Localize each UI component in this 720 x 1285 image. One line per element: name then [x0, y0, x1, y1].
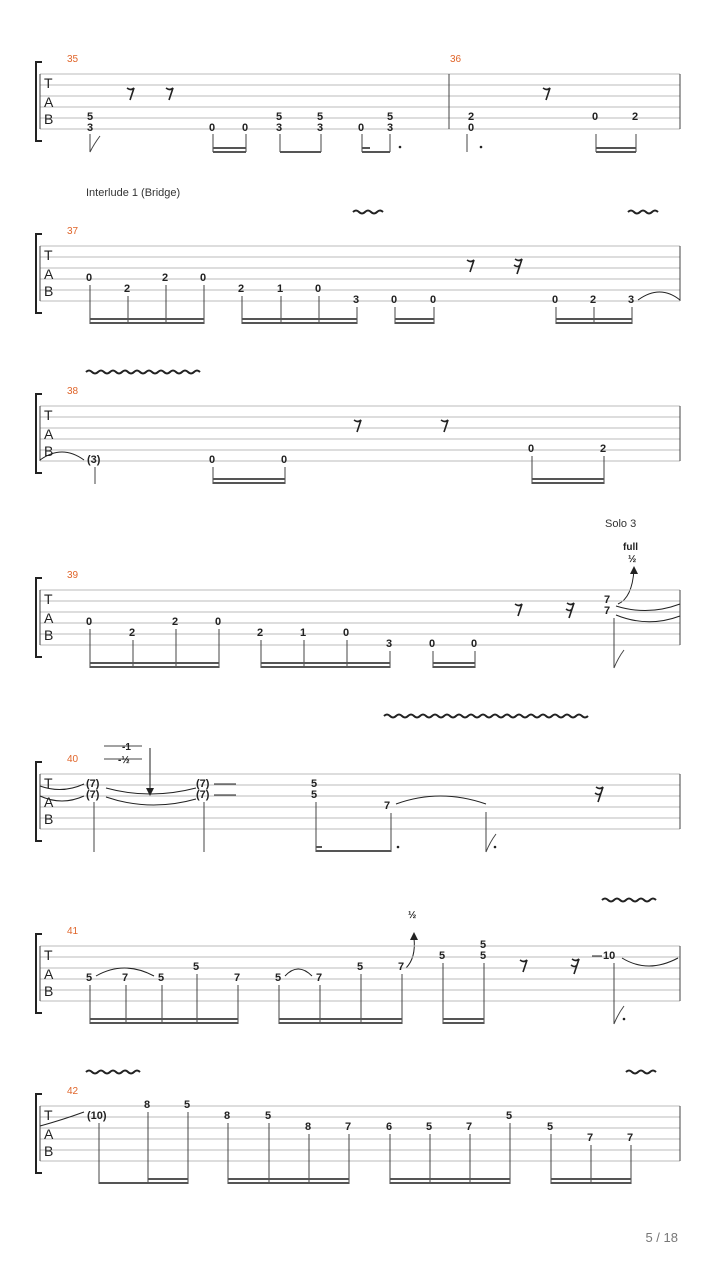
svg-text:(10): (10)	[87, 1110, 107, 1122]
page-number: 5 / 18	[645, 1230, 678, 1245]
svg-text:7: 7	[122, 972, 129, 984]
svg-text:0: 0	[200, 272, 207, 284]
svg-text:7: 7	[234, 972, 241, 984]
measure-number-35: 35	[67, 54, 79, 65]
svg-text:0: 0	[391, 294, 398, 306]
section-label: Interlude 1 (Bridge)	[86, 187, 181, 199]
svg-text:(7): (7)	[196, 778, 210, 790]
measure-number-37: 37	[67, 226, 79, 237]
eighth-rest	[166, 88, 173, 100]
svg-text:2: 2	[468, 111, 475, 123]
svg-text:3: 3	[386, 638, 393, 650]
svg-text:1: 1	[300, 627, 307, 639]
svg-text:3: 3	[87, 122, 94, 134]
eighth-rest	[515, 604, 522, 616]
svg-text:8: 8	[144, 1099, 151, 1111]
svg-text:3: 3	[628, 294, 635, 306]
svg-text:A: A	[44, 426, 54, 442]
stems-and-beams	[90, 134, 636, 153]
measure-number-38: 38	[67, 386, 79, 397]
system-3	[36, 371, 680, 485]
bend-amount: ½	[408, 910, 417, 921]
svg-text:B: B	[44, 983, 54, 999]
svg-text:B: B	[44, 283, 54, 299]
svg-text:10: 10	[603, 950, 616, 962]
svg-text:(7): (7)	[86, 789, 100, 801]
sixteenth-rest	[514, 259, 522, 274]
svg-text:B: B	[44, 627, 54, 643]
svg-text:2: 2	[172, 616, 179, 628]
svg-text:0: 0	[468, 122, 475, 134]
measure-number-36: 36	[450, 54, 462, 65]
svg-text:(3): (3)	[87, 454, 101, 466]
eighth-rest	[127, 88, 134, 100]
svg-text:7: 7	[384, 800, 391, 812]
svg-text:5: 5	[311, 778, 318, 790]
svg-text:7: 7	[587, 1132, 594, 1144]
svg-text:5: 5	[480, 939, 487, 951]
svg-text:0: 0	[315, 283, 322, 295]
svg-text:3: 3	[276, 122, 283, 134]
svg-text:B: B	[44, 811, 54, 827]
svg-text:3: 3	[317, 122, 324, 134]
vibrato-mark	[353, 211, 383, 214]
svg-text:T: T	[44, 1107, 53, 1123]
svg-text:8: 8	[305, 1121, 312, 1133]
svg-text:5: 5	[265, 1110, 272, 1122]
svg-text:1: 1	[277, 283, 284, 295]
sixteenth-rest	[566, 603, 574, 618]
system-1	[36, 54, 680, 153]
svg-text:5: 5	[480, 950, 487, 962]
system-7	[36, 1071, 680, 1185]
svg-text:0: 0	[592, 111, 599, 123]
eighth-rest	[543, 88, 550, 100]
stems-and-beams	[90, 285, 635, 324]
svg-text:5: 5	[506, 1110, 513, 1122]
vibrato-mark	[626, 1071, 656, 1074]
svg-text:0: 0	[358, 122, 365, 134]
svg-text:B: B	[44, 1143, 54, 1159]
bend-amount: -1	[122, 742, 131, 753]
sixteenth-rest	[571, 959, 579, 974]
svg-text:0: 0	[209, 122, 216, 134]
svg-text:T: T	[44, 775, 53, 791]
fret-numbers	[87, 111, 638, 134]
svg-text:0: 0	[215, 616, 222, 628]
svg-text:0: 0	[552, 294, 559, 306]
svg-text:2: 2	[124, 283, 131, 295]
tab-label-t: T	[44, 75, 53, 91]
system-2	[36, 187, 680, 324]
bend-amount: ½	[628, 554, 637, 565]
svg-text:0: 0	[209, 454, 216, 466]
svg-text:2: 2	[257, 627, 264, 639]
svg-text:5: 5	[439, 950, 446, 962]
svg-text:A: A	[44, 966, 54, 982]
section-label: Solo 3	[605, 518, 637, 530]
eighth-rest	[354, 420, 361, 432]
svg-text:5: 5	[158, 972, 165, 984]
measure-number-40: 40	[67, 754, 79, 765]
svg-text:(7): (7)	[196, 789, 210, 801]
eighth-rest	[467, 260, 474, 272]
system-6	[36, 899, 680, 1025]
stems-and-beams	[90, 618, 624, 668]
measure-number-42: 42	[67, 1086, 79, 1097]
vibrato-mark	[384, 715, 588, 718]
svg-text:5: 5	[387, 111, 394, 123]
svg-text:0: 0	[528, 443, 535, 455]
svg-text:A: A	[44, 610, 54, 626]
svg-text:2: 2	[238, 283, 245, 295]
svg-text:5: 5	[426, 1121, 433, 1133]
stems-and-beams	[94, 802, 496, 852]
svg-text:2: 2	[162, 272, 169, 284]
eighth-rest	[441, 420, 448, 432]
svg-text:2: 2	[600, 443, 607, 455]
eighth-rest	[520, 960, 527, 972]
svg-text:T: T	[44, 591, 53, 607]
vibrato-mark	[86, 1071, 140, 1074]
svg-text:7: 7	[604, 594, 611, 606]
tab-label-a: A	[44, 94, 54, 110]
svg-text:2: 2	[590, 294, 597, 306]
svg-text:T: T	[44, 947, 53, 963]
svg-text:5: 5	[311, 789, 318, 801]
fret-numbers	[87, 443, 606, 466]
svg-text:5: 5	[193, 961, 200, 973]
svg-text:5: 5	[86, 972, 93, 984]
svg-text:5: 5	[317, 111, 324, 123]
measure-number-41: 41	[67, 926, 79, 937]
svg-text:7: 7	[345, 1121, 352, 1133]
svg-text:7: 7	[604, 605, 611, 617]
svg-text:7: 7	[398, 961, 405, 973]
svg-text:0: 0	[430, 294, 437, 306]
svg-text:0: 0	[281, 454, 288, 466]
svg-text:0: 0	[86, 616, 93, 628]
svg-text:8: 8	[224, 1110, 231, 1122]
tab-label-b: B	[44, 111, 54, 127]
svg-text:(7): (7)	[86, 778, 100, 790]
measure-number-39: 39	[67, 570, 79, 581]
svg-text:3: 3	[387, 122, 394, 134]
stems-and-beams	[95, 456, 604, 484]
svg-text:2: 2	[632, 111, 639, 123]
svg-text:5: 5	[184, 1099, 191, 1111]
svg-text:5: 5	[87, 111, 94, 123]
bend-amount: full	[623, 542, 638, 553]
fret-numbers	[86, 594, 610, 650]
vibrato-mark	[86, 371, 200, 374]
svg-text:3: 3	[353, 294, 360, 306]
svg-text:5: 5	[276, 111, 283, 123]
svg-text:0: 0	[429, 638, 436, 650]
svg-text:6: 6	[386, 1121, 393, 1133]
vibrato-mark	[602, 899, 656, 902]
svg-text:0: 0	[471, 638, 478, 650]
svg-text:2: 2	[129, 627, 136, 639]
svg-text:T: T	[44, 247, 53, 263]
svg-text:0: 0	[242, 122, 249, 134]
bend-arrow	[406, 938, 414, 968]
bend-arrow	[618, 570, 634, 604]
svg-text:A: A	[44, 1126, 54, 1142]
svg-text:T: T	[44, 407, 53, 423]
bend-amount: -½	[118, 755, 130, 766]
svg-text:B: B	[44, 443, 54, 459]
svg-text:7: 7	[316, 972, 323, 984]
system-4	[36, 518, 680, 668]
svg-text:5: 5	[357, 961, 364, 973]
system-5	[36, 715, 680, 853]
svg-text:7: 7	[466, 1121, 473, 1133]
svg-text:5: 5	[547, 1121, 554, 1133]
svg-text:A: A	[44, 266, 54, 282]
vibrato-mark	[628, 211, 658, 214]
svg-text:0: 0	[86, 272, 93, 284]
svg-text:A: A	[44, 794, 54, 810]
svg-text:5: 5	[275, 972, 282, 984]
svg-text:0: 0	[343, 627, 350, 639]
svg-text:7: 7	[627, 1132, 634, 1144]
sixteenth-rest	[595, 787, 603, 802]
